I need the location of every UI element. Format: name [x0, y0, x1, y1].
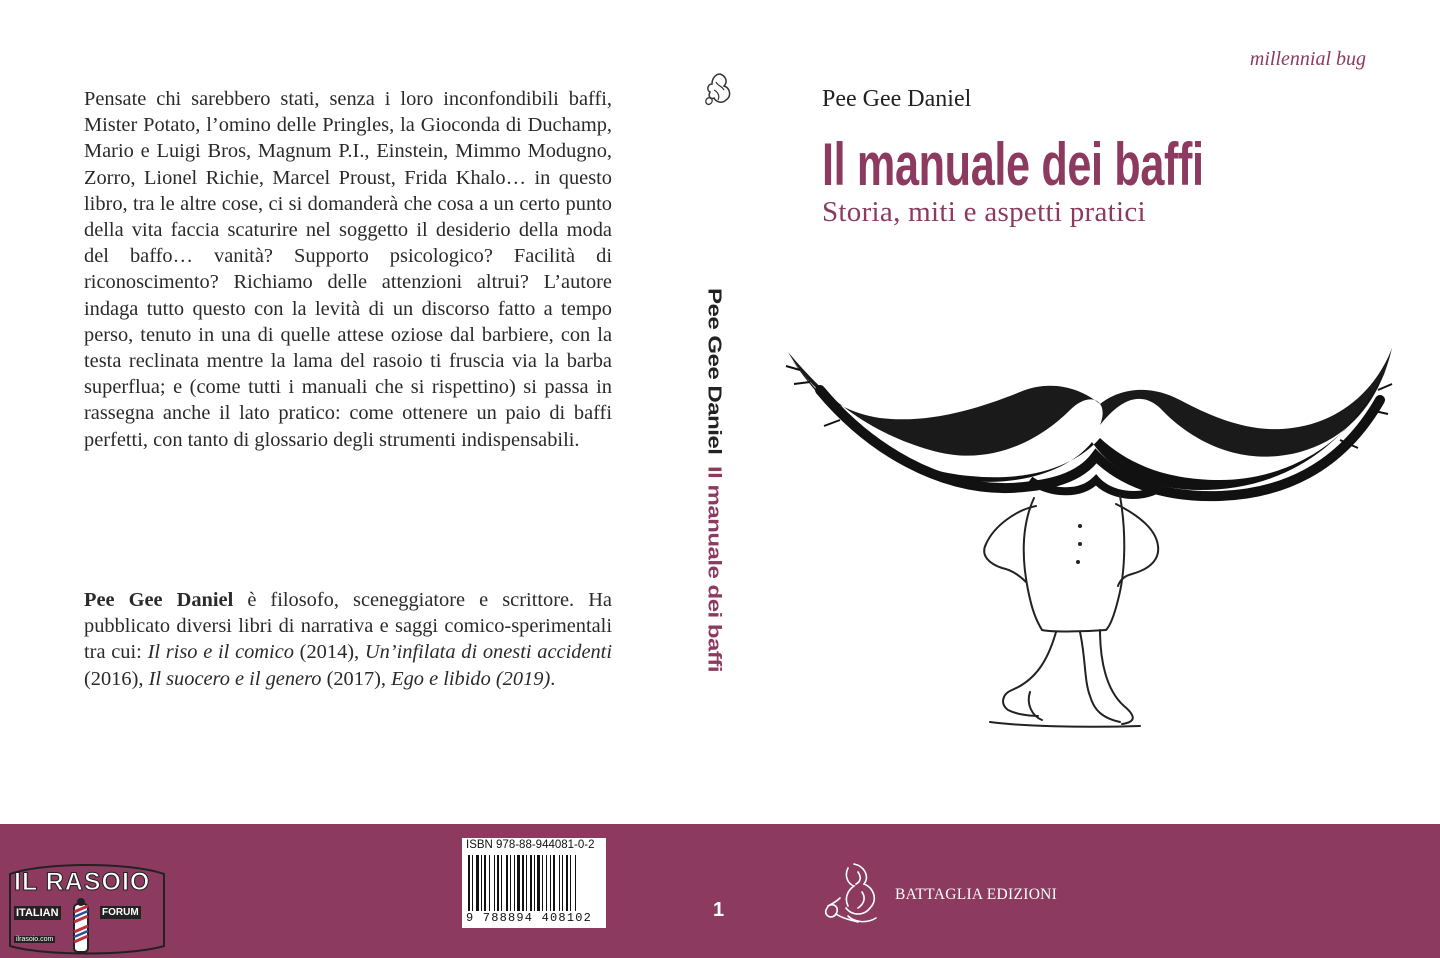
stamp-title: IL RASOIO [14, 868, 151, 896]
figure-body [984, 496, 1158, 727]
bio-end: . [550, 667, 556, 690]
publisher-name: BATTAGLIA EDIZIONI [895, 886, 1058, 903]
back-cover-blurb: Pensate chi sarebbero stati, senza i loro inconfondibili baffi, Mister Potato, l’omino delle Pringles, la Gioconda di Duchamp, Mario e Luigi Bros, Magnum P.I., Einstein, Mimmo Modugno, Zorro, Lionel Richie, Marcel Proust, Frida Khalo… in questo libro, tra le altre cose, ci si domanderà che cosa a un certo punto della vita faccia scaturire nel soggetto il desiderio della moda del baffo… vanità? Supporto psicologico? Facilità di riconoscimento? Richiamo delle attenzioni altrui? L’autore indaga tutto questo con la levità di un discorso fatto a tempo perso, tenuto in una di quelle attese oziose dal barbiere, con la testa reclinata mentre la lama del rasoio ti fruscia via la barba superflua; e (come tutti i manuali che si rispettino) si passa in rassegna anche il lato pratico: come ottenere un paio di baffi perfetti, con tanto di glossario degli strumenti indispensabili. [84, 88, 612, 451]
mustache-icon [786, 348, 1392, 496]
stamp-label-right: FORUM [102, 907, 139, 918]
bottom-band [0, 824, 1440, 958]
spine-series-number: 1 [713, 899, 725, 921]
series-name: millennial bug [1249, 48, 1366, 70]
spine-author: Pee Gee Daniel [703, 288, 725, 455]
publisher-small-logo-icon [702, 70, 738, 110]
stamp-label-left: ITALIAN [16, 907, 59, 919]
isbn-label: ISBN 978-88-944081-0-2 [466, 839, 595, 851]
bio-year: (2014), [293, 641, 365, 664]
stamp-site: ilrasoio.com [16, 936, 54, 943]
bio-book-title: Il riso e il comico [147, 641, 294, 664]
author-bio [84, 587, 612, 692]
mustache-man-illustration [780, 330, 1400, 750]
bio-book-title: Un’infilata di onesti accidenti [364, 641, 613, 664]
publisher-logo-icon [818, 858, 886, 928]
barcode-icon [467, 855, 601, 911]
cover-subtitle: Storia, miti e aspetti pratici [822, 196, 1146, 228]
bio-book-title: Ego e libido (2019) [391, 667, 551, 690]
bio-author-name: Pee Gee Daniel [84, 589, 234, 611]
cover-title: Il manuale dei baffi [822, 131, 1204, 198]
bio-year: (2017), [321, 667, 392, 690]
isbn-digits: 9 788894 408102 [466, 911, 593, 925]
bio-year: (2016), [84, 667, 149, 690]
barber-pole-icon [74, 898, 88, 952]
cover-author: Pee Gee Daniel [822, 86, 972, 112]
shirt-buttons [1076, 524, 1082, 564]
spine-title: Il manuale dei baffi [703, 466, 725, 673]
bio-book-title: Il suocero e il genero [148, 667, 322, 690]
bio-text: è filosofo, sceneggiatore e scrittore. Ha pubblicato diversi libri di narrativa e saggi comico-sperimentali tra cui: [84, 589, 612, 664]
